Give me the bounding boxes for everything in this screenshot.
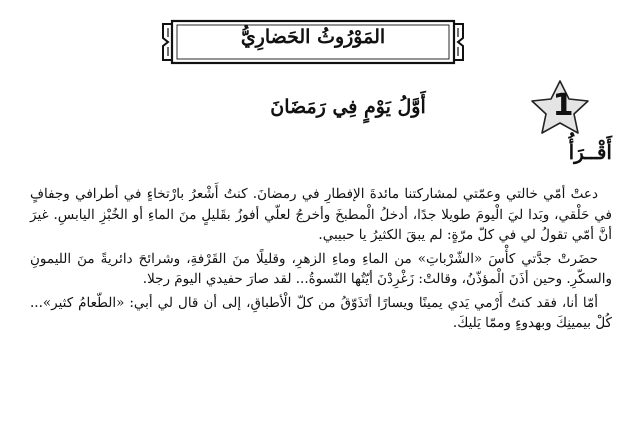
- title-frame: [158, 18, 468, 66]
- paragraph-2: حضَرتْ جدَّتي كأْسَ «الشّرْباتِ» من الماءِ وماءِ الزهرِ، وقليلًا منَ القَرْفةِ، وشرائحَ دائريةً منَ الليمونِ والسكّرِ. وحين أذَنَ الْمؤذّنُ، وقالتْ: زَغْرِدْنَ أيّتُها النّسوةُ... لقد صارَ حفيدي اليومَ رجلا.: [30, 250, 612, 287]
- paragraph-1: دعتْ أمّي خالتي وعمّتي لمشاركتنا مائدةَ الإفطارِ في رمضانَ. كنتُ أَشْعرُ بارْتخاءٍ في أطرافي وجفافٍ في حَلْقي، وبَدا ليَ الْيومَ طويلا جدًا، أدخلُ الْمطبخَ وأخرجُ لعلّي أفوزُ بقَليلٍ منَ الماءِ أو الخُبْزِ اليابسِ. غيرَ أنَّ أمّي تقولُ لي في كلّ مرّةٍ: لم يبقَ الكثيرُ يا حبيبي.: [30, 186, 612, 243]
- paragraph-3: أمّا أنا، فقد كنتُ أَرْمي يَدي يمينًا ويسارًا أتَذَوّقُ من كلّ الْأطباقِ، إلى أن قال لي أبي: «الطّعامُ كثير»... كُلْ بيمينِكَ وبهدوءٍ وممّا يَليكَ.: [30, 294, 612, 331]
- page-title: المَوْرُوثُ الحَضارِيُّ: [240, 26, 386, 48]
- lesson-number: 1: [552, 88, 574, 123]
- reading-passage: [30, 184, 612, 337]
- lesson-title: أَوَّلُ يَوْمٍ فِي رَمَضَانَ: [270, 96, 426, 118]
- read-heading: أَقْــرَأُ: [568, 140, 612, 164]
- lesson-number-badge: [524, 78, 590, 136]
